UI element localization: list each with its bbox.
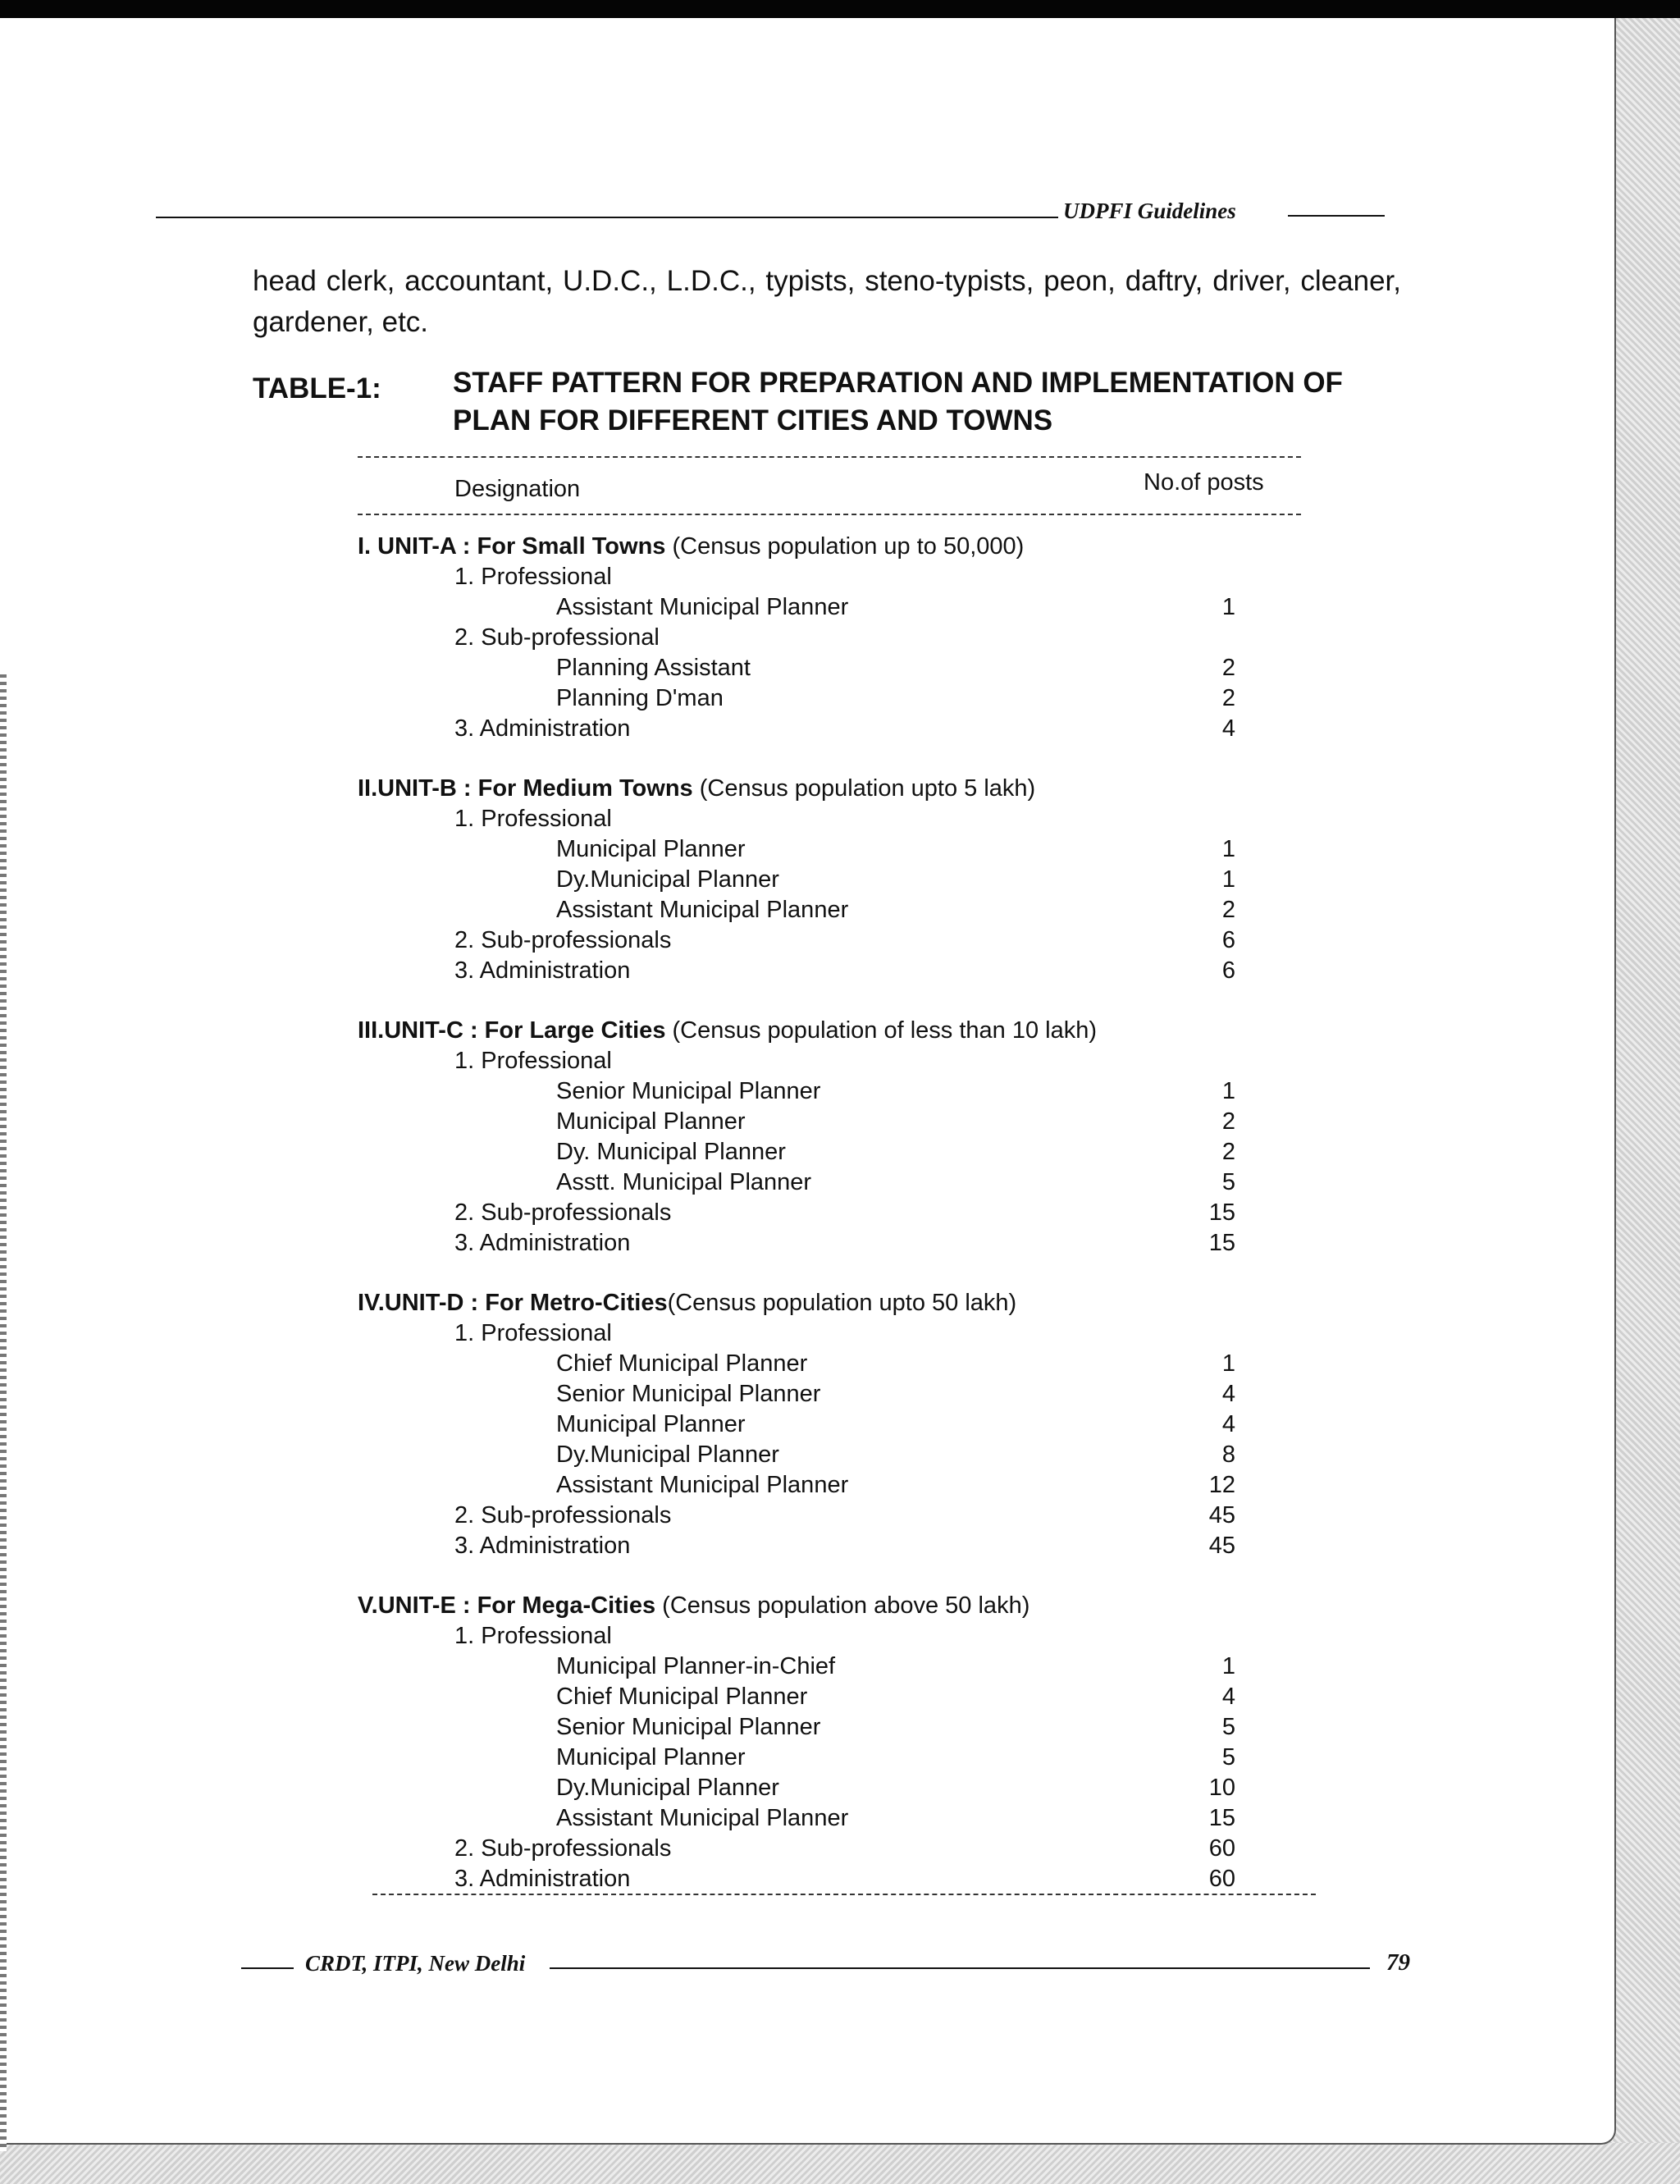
unit-prefix: V.UNIT-E : [358, 1592, 477, 1619]
designation-row [358, 1107, 1301, 1137]
running-header-title: UDPFI Guidelines [1063, 199, 1236, 223]
designation-title: Senior Municipal Planner [556, 1714, 821, 1740]
designation-row [358, 1652, 1301, 1682]
posts-count: 12 [1208, 1472, 1235, 1498]
unit-prefix: I. UNIT-A : [358, 533, 477, 560]
posts-count: 1 [1221, 1653, 1235, 1679]
designation-row [358, 834, 1301, 865]
designation-title: Municipal Planner-in-Chief [556, 1653, 836, 1679]
unit-heading-text [358, 1592, 1029, 1620]
page-number: 79 [1386, 1949, 1410, 1976]
category-row [358, 1501, 1301, 1531]
unit-heading-text [358, 775, 1035, 802]
category-label: 2. Sub-professionals [454, 1502, 672, 1528]
category-row [358, 1834, 1301, 1864]
binding-edge [0, 674, 7, 2151]
unit-spacer [358, 1561, 1301, 1591]
category-label: 1. Professional [454, 1623, 612, 1649]
posts-count: 1 [1221, 594, 1235, 620]
category-label: 1. Professional [454, 806, 612, 832]
running-header [156, 195, 1395, 228]
designation-title: Dy.Municipal Planner [556, 1442, 779, 1468]
designation-row [358, 1410, 1301, 1440]
designation-title: Senior Municipal Planner [556, 1381, 821, 1407]
posts-count: 1 [1221, 866, 1235, 893]
designation-title: Planning D'man [556, 685, 724, 711]
designation-row [358, 653, 1301, 683]
unit-heading-text [358, 1290, 1016, 1317]
column-header-posts: No.of posts [1144, 469, 1264, 496]
designation-title: Municipal Planner [556, 1108, 746, 1135]
category-label: 3. Administration [454, 1533, 631, 1559]
unit-note: (Census population up to 50,000) [665, 533, 1025, 560]
category-label: 2. Sub-professional [454, 624, 660, 651]
unit-heading [358, 532, 1301, 562]
posts-count: 5 [1221, 1744, 1235, 1771]
header-rule-left [156, 217, 1058, 218]
footer-rule-right [550, 1967, 1370, 1969]
designation-row [358, 1076, 1301, 1107]
unit-heading [358, 1288, 1301, 1318]
posts-count: 6 [1221, 927, 1235, 953]
unit-heading-text [358, 1017, 1097, 1044]
unit-heading-text [358, 533, 1024, 560]
posts-count: 5 [1221, 1169, 1235, 1195]
unit-spacer [358, 744, 1301, 774]
category-label: 2. Sub-professionals [454, 927, 672, 953]
footer-rule-left [241, 1967, 294, 1969]
category-row [358, 804, 1301, 834]
category-label: 3. Administration [454, 957, 631, 984]
designation-row [358, 895, 1301, 925]
category-label: 1. Professional [454, 1320, 612, 1346]
designation-row [358, 1773, 1301, 1803]
scan-right-edge [1608, 18, 1680, 2184]
unit-prefix: III.UNIT-C : [358, 1017, 485, 1044]
footer-publisher: CRDT, ITPI, New Delhi [305, 1951, 526, 1976]
posts-count: 2 [1221, 1139, 1235, 1165]
designation-title: Municipal Planner [556, 836, 746, 862]
category-label: 1. Professional [454, 564, 612, 590]
unit-note: (Census population of less than 10 lakh) [665, 1017, 1097, 1044]
designation-title: Asstt. Municipal Planner [556, 1169, 812, 1195]
category-row [358, 562, 1301, 592]
staff-table [358, 532, 1301, 1894]
scan-bottom-edge [0, 2143, 1680, 2184]
unit-heading [358, 1591, 1301, 1621]
posts-count: 15 [1208, 1230, 1235, 1256]
unit-name: For Medium Towns [477, 775, 693, 802]
table-title: STAFF PATTERN FOR PREPARATION AND IMPLEMENTATION OF PLAN FOR DIFFERENT CITIES AND TOWNS [453, 367, 1343, 436]
designation-row [358, 865, 1301, 895]
category-label: 3. Administration [454, 1866, 631, 1892]
designation-title: Assistant Municipal Planner [556, 594, 849, 620]
designation-title: Chief Municipal Planner [556, 1684, 808, 1710]
posts-count: 45 [1208, 1533, 1235, 1559]
posts-count: 2 [1221, 655, 1235, 681]
category-row [358, 1531, 1301, 1561]
posts-count: 60 [1208, 1866, 1235, 1892]
posts-count: 60 [1208, 1835, 1235, 1862]
posts-count: 2 [1221, 685, 1235, 711]
designation-title: Assistant Municipal Planner [556, 1472, 849, 1498]
designation-row [358, 1803, 1301, 1834]
header-rule-right [1288, 215, 1385, 217]
designation-row [358, 683, 1301, 714]
designation-row [358, 1470, 1301, 1501]
posts-count: 1 [1221, 836, 1235, 862]
category-row [358, 714, 1301, 744]
unit-name: For Large Cities [484, 1017, 666, 1044]
designation-title: Municipal Planner [556, 1744, 746, 1771]
table-label: TABLE-1: [253, 372, 381, 404]
category-row [358, 925, 1301, 956]
category-row [358, 1228, 1301, 1259]
unit-name: For Mega-Cities [477, 1592, 656, 1619]
designation-title: Chief Municipal Planner [556, 1350, 808, 1377]
category-row [358, 1198, 1301, 1228]
category-row [358, 623, 1301, 653]
unit-spacer [358, 1259, 1301, 1288]
unit-name: For Small Towns [477, 533, 666, 560]
unit-note: (Census population upto 5 lakh) [692, 775, 1036, 802]
designation-title: Municipal Planner [556, 1411, 746, 1437]
designation-row [358, 1379, 1301, 1410]
designation-row [358, 1167, 1301, 1198]
category-label: 2. Sub-professionals [454, 1835, 672, 1862]
posts-count: 4 [1221, 715, 1235, 742]
running-footer [241, 1949, 1422, 1982]
unit-prefix: II.UNIT-B : [358, 775, 478, 802]
designation-title: Dy. Municipal Planner [556, 1139, 786, 1165]
posts-count: 5 [1221, 1714, 1235, 1740]
category-row [358, 1864, 1301, 1894]
posts-count: 4 [1221, 1381, 1235, 1407]
posts-count: 2 [1221, 897, 1235, 923]
category-label: 3. Administration [454, 715, 631, 742]
designation-row [358, 1349, 1301, 1379]
scan-top-border [0, 0, 1680, 18]
column-header-designation: Designation [454, 476, 581, 502]
designation-title: Assistant Municipal Planner [556, 1805, 849, 1831]
designation-title: Dy.Municipal Planner [556, 866, 779, 893]
intro-paragraph: head clerk, accountant, U.D.C., L.D.C., typists, steno-typists, peon, daftry, driver, cleaner, gardener, etc. [253, 265, 1401, 338]
posts-count: 8 [1221, 1442, 1235, 1468]
posts-count: 4 [1221, 1684, 1235, 1710]
category-label: 3. Administration [454, 1230, 631, 1256]
category-row [358, 1046, 1301, 1076]
posts-count: 6 [1221, 957, 1235, 984]
category-row [358, 1318, 1301, 1349]
unit-heading [358, 774, 1301, 804]
designation-title: Assistant Municipal Planner [556, 897, 849, 923]
posts-count: 45 [1208, 1502, 1235, 1528]
unit-note: (Census population upto 50 lakh) [667, 1290, 1017, 1316]
posts-count: 10 [1208, 1775, 1235, 1801]
table-bottom-rule [372, 1894, 1316, 1895]
designation-row [358, 1440, 1301, 1470]
category-label: 2. Sub-professionals [454, 1199, 672, 1226]
posts-count: 15 [1208, 1805, 1235, 1831]
designation-row [358, 1682, 1301, 1712]
unit-name: For Metro-Cities [485, 1290, 668, 1316]
category-label: 1. Professional [454, 1048, 612, 1074]
designation-title: Senior Municipal Planner [556, 1078, 821, 1104]
designation-title: Dy.Municipal Planner [556, 1775, 779, 1801]
table-top-rule [358, 456, 1301, 458]
designation-row [358, 592, 1301, 623]
category-row [358, 956, 1301, 986]
unit-spacer [358, 986, 1301, 1016]
posts-count: 15 [1208, 1199, 1235, 1226]
posts-count: 4 [1221, 1411, 1235, 1437]
designation-row [358, 1137, 1301, 1167]
posts-count: 1 [1221, 1350, 1235, 1377]
posts-count: 1 [1221, 1078, 1235, 1104]
designation-row [358, 1712, 1301, 1743]
unit-heading [358, 1016, 1301, 1046]
category-row [358, 1621, 1301, 1652]
unit-note: (Census population above 50 lakh) [655, 1592, 1030, 1619]
designation-row [358, 1743, 1301, 1773]
unit-prefix: IV.UNIT-D : [358, 1290, 486, 1316]
designation-title: Planning Assistant [556, 655, 751, 681]
posts-count: 2 [1221, 1108, 1235, 1135]
table-header-rule [358, 514, 1301, 515]
